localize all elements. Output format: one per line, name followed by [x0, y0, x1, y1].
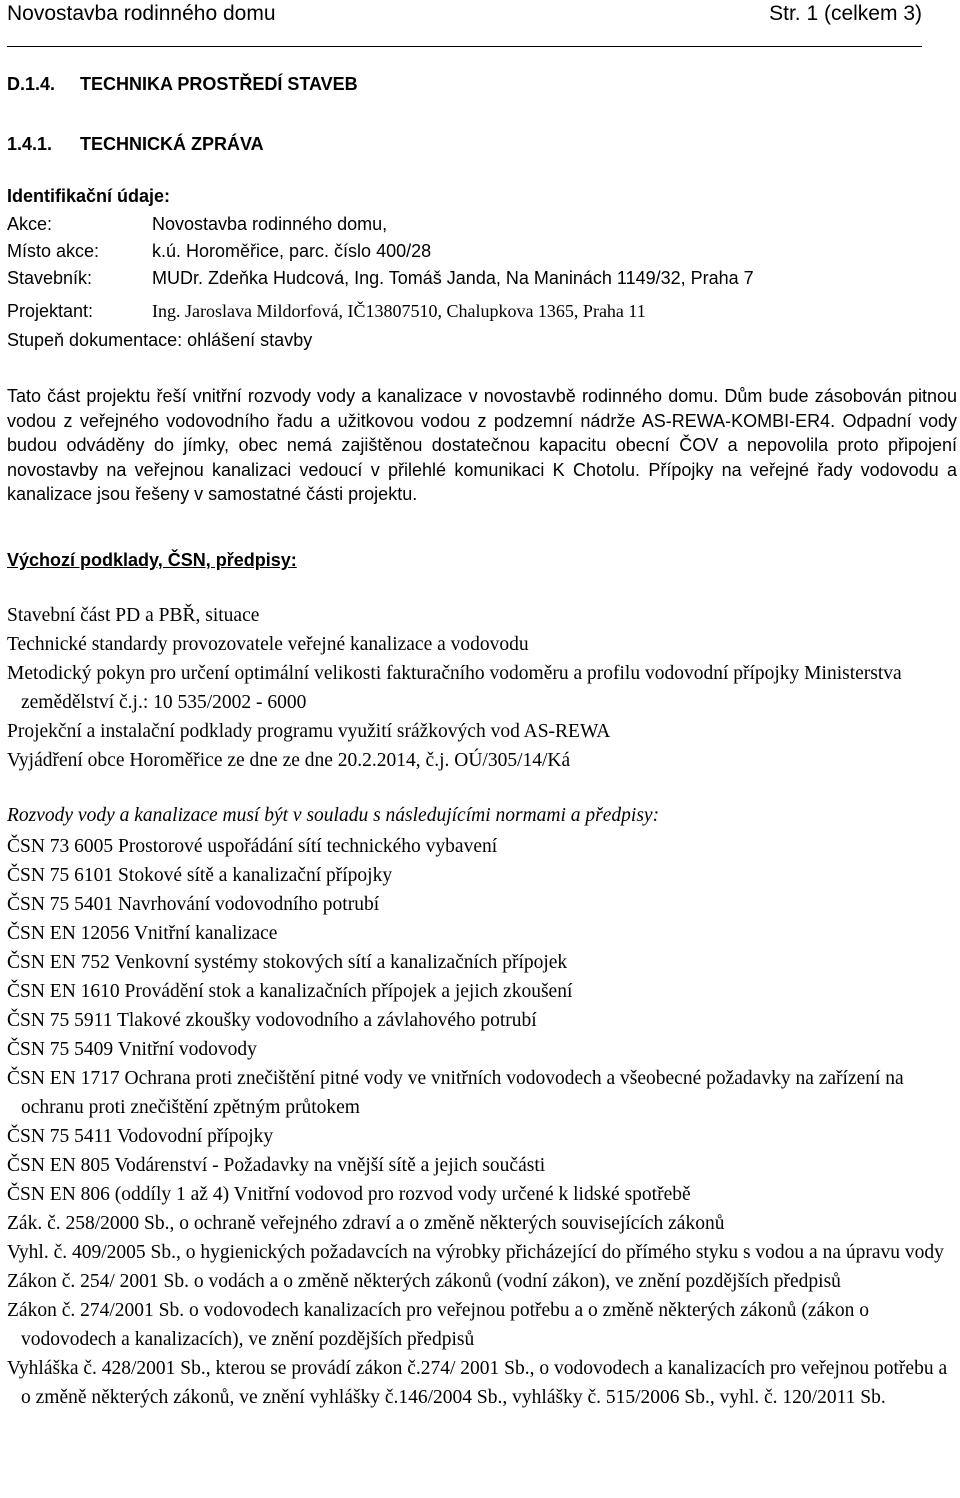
podklady-item: Technické standardy provozovatele veřejné kanalizace a vodovodu [7, 634, 529, 655]
info-akce [7, 214, 387, 235]
norm-item: ČSN 75 5409 Vnitřní vodovody [7, 1039, 257, 1060]
identification-heading: Identifikační údaje: [7, 186, 171, 206]
norms-list [7, 832, 957, 1412]
norm-item: Zákon č. 274/2001 Sb. o vodovodech kanalizacích pro veřejnou potřebu a o změně některých zákonů (zákon o vodovodech a kanalizacích), ve znění pozdějších předpisů [7, 1300, 870, 1350]
misto-value: k.ú. Horoměřice, parc. číslo 400/28 [152, 241, 432, 261]
projektant-label: Projektant: [7, 301, 94, 321]
stavebnik-value: MUDr. Zdeňka Hudcová, Ing. Tomáš Janda, Na Maninách 1149/32, Praha 7 [152, 268, 754, 288]
akce-value: Novostavba rodinného domu, [152, 214, 388, 234]
heading-section-number: D.1.4. [7, 74, 56, 94]
norm-item: Vyhl. č. 409/2005 Sb., o hygienických požadavcích na výrobky přicházející do přímého styku s vodou a na úpravu vody [7, 1242, 944, 1263]
heading-section [7, 74, 358, 95]
heading-subsection-number: 1.4.1. [7, 134, 53, 154]
norm-item: ČSN 73 6005 Prostorové uspořádání sítí technického vybavení [7, 836, 498, 857]
heading-subsection [7, 134, 264, 155]
misto-label: Místo akce: [7, 241, 100, 261]
podklady-item: Projekční a instalační podklady programu využití srážkových vod AS-REWA [7, 721, 611, 742]
header-page-number: Str. 1 (celkem 3) [769, 2, 922, 25]
page-header [7, 0, 922, 47]
info-stavebnik [7, 268, 754, 289]
norm-item: ČSN 75 5911 Tlakové zkoušky vodovodního a závlahového potrubí [7, 1010, 537, 1031]
norm-item: ČSN EN 1610 Provádění stok a kanalizačních přípojek a jejich zkoušení [7, 981, 573, 1002]
projektant-value: Ing. Jaroslava Mildorfová, IČ13807510, Chalupkova 1365, Praha 11 [152, 301, 646, 321]
podklady-item: Metodický pokyn pro určení optimální velikosti fakturačního vodoměru a profilu vodovodní přípojky Ministerstva zemědělství č.j.: 10 535/2002 - 6000 [7, 663, 902, 713]
info-projektant [7, 301, 646, 322]
norm-item: Zák. č. 258/2000 Sb., o ochraně veřejného zdraví a o změně některých souvisejících zákonů [7, 1213, 725, 1234]
norm-item: ČSN 75 5401 Navrhování vodovodního potrubí [7, 894, 380, 915]
intro-paragraph: Tato část projektu řeší vnitřní rozvody vody a kanalizace v novostavbě rodinného domu. Dům bude zásobován pitnou vodou z veřejného vodovodního řadu a užitkovou vodou z podzemní nádrže AS-REWA-KOMBI-ER4. Odpadní vody budou odváděny do jímky, obec nemá zajištěnou dostatečnou kapacitu obecní ČOV a nepovolila proto připojení novostavby na veřejnou kanalizaci vedoucí v přilehlé komunikaci K Chotolu. Přípojky na veřejné řady vodovodu a kanalizace jsou řešeny v samostatné části projektu. [7, 386, 957, 505]
heading-section-title: TECHNIKA PROSTŘEDÍ STAVEB [80, 74, 358, 94]
norm-item: ČSN 75 6101 Stokové sítě a kanalizační přípojky [7, 865, 393, 886]
norm-item: ČSN EN 12056 Vnitřní kanalizace [7, 923, 278, 944]
stavebnik-label: Stavebník: [7, 268, 93, 288]
podklady-title: Výchozí podklady, ČSN, předpisy: [7, 550, 297, 570]
norm-item: ČSN EN 806 (oddíly 1 až 4) Vnitřní vodovod pro rozvod vody určené k lidské spotřebě [7, 1184, 691, 1205]
akce-label: Akce: [7, 214, 53, 234]
norm-item: ČSN EN 752 Venkovní systémy stokových sítí a kanalizačních přípojek [7, 952, 568, 973]
podklady-list [7, 601, 957, 775]
norm-item: Zákon č. 254/ 2001 Sb. o vodách a o změně některých zákonů (vodní zákon), ve znění pozdějších předpisů [7, 1271, 841, 1292]
norm-item: Vyhláška č. 428/2001 Sb., kterou se provádí zákon č.274/ 2001 Sb., o vodovodech a kanalizacích pro veřejnou potřebu a o změně některých zákonů, ve znění vyhlášky č.146/2004 Sb., vyhlášky č. 515/2006 Sb., vyhl. č. 120/2011 Sb. [7, 1358, 948, 1408]
heading-subsection-title: TECHNICKÁ ZPRÁVA [80, 134, 264, 154]
podklady-item: Stavební část PD a PBŘ, situace [7, 605, 260, 626]
info-stupen-dokumentace: Stupeň dokumentace: ohlášení stavby [7, 330, 313, 350]
podklady-item: Vyjádření obce Horoměřice ze dne ze dne 20.2.2014, č.j. OÚ/305/14/Ká [7, 750, 571, 771]
norm-item: ČSN 75 5411 Vodovodní přípojky [7, 1126, 274, 1147]
norm-item: ČSN EN 1717 Ochrana proti znečištění pitné vody ve vnitřních vodovodech a všeobecné požadavky na zařízení na ochranu proti znečištění zpětným průtokem [7, 1068, 904, 1118]
info-misto [7, 241, 431, 262]
header-document-title: Novostavba rodinného domu [7, 2, 276, 25]
norms-heading: Rozvody vody a kanalizace musí být v souladu s následujícími normami a předpisy: [7, 805, 660, 826]
norm-item: ČSN EN 805 Vodárenství - Požadavky na vnější sítě a jejich součásti [7, 1155, 546, 1176]
